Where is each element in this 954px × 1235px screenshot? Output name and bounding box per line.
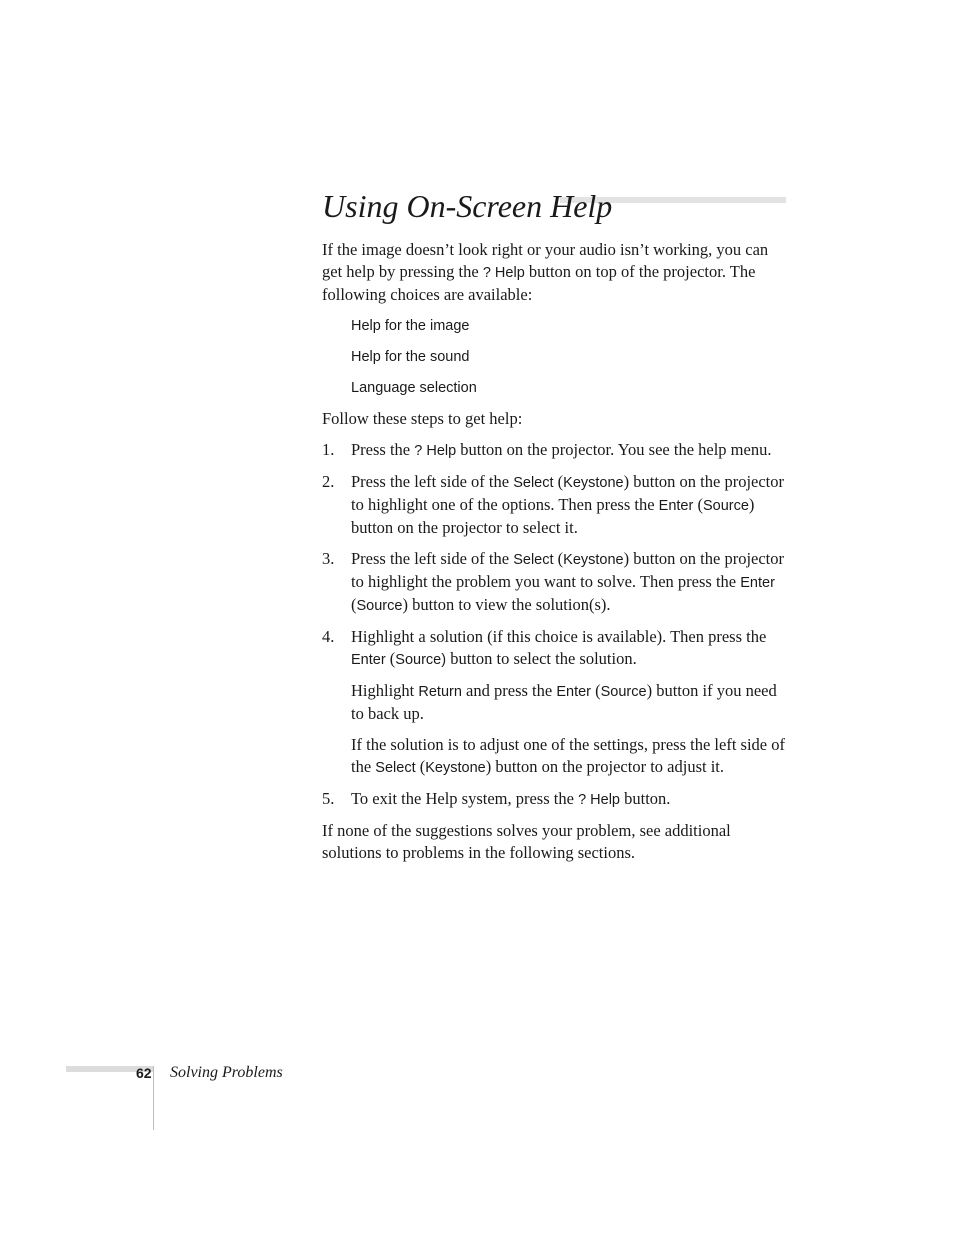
intro-paragraph	[322, 239, 788, 306]
page-title: Using On-Screen Help	[322, 188, 613, 224]
step-text: (	[351, 595, 357, 614]
note-text: (	[415, 757, 426, 776]
key-label: Keystone	[425, 760, 486, 776]
step-text: Highlight a solution (if this choice is available). Then press the	[351, 627, 767, 646]
step-2	[322, 471, 788, 539]
step-text: Press the	[351, 440, 415, 459]
key-label: Select	[375, 760, 416, 776]
step-text: ) button on the projector to select it.	[351, 495, 755, 537]
steps-intro: Follow these steps to get help:	[322, 409, 523, 428]
step-4-note-back	[351, 680, 788, 725]
step-4-note-adjust	[351, 734, 788, 779]
choice-item-sound: Help for the sound	[351, 349, 470, 365]
body-content	[322, 239, 788, 873]
note-text: If the solution is to adjust one of the settings, press the left side of the	[351, 735, 785, 776]
intro-text-2: button on top of the projector. The following choices are available:	[322, 262, 756, 304]
choice-item-image: Help for the image	[351, 318, 470, 334]
key-label: Keystone	[563, 552, 624, 568]
step-text: (	[553, 472, 564, 491]
step-number: 2.	[322, 472, 335, 491]
key-label: Enter	[556, 684, 591, 700]
intro-text-1: If the image doesn’t look right or your audio isn’t working, you can get help by pressing the	[322, 240, 769, 281]
step-text: (	[693, 495, 703, 514]
note-text: Highlight	[351, 681, 419, 700]
step-text: Press the left side of the	[351, 472, 514, 491]
key-label: Select	[513, 552, 554, 568]
key-label: Enter	[658, 498, 694, 514]
step-text: ) button on the projector to highlight the problem you want to solve. Then press the	[351, 549, 785, 591]
note-text: and press the	[461, 681, 557, 700]
step-number: 4.	[322, 627, 335, 646]
step-number: 1.	[322, 440, 335, 459]
help-button-label: ? Help	[482, 265, 525, 281]
key-label: Enter	[351, 652, 386, 668]
note-text: ) button if you need to back up.	[351, 681, 777, 723]
key-label: Source	[702, 498, 749, 514]
page-number: 62	[136, 1065, 152, 1081]
step-3	[322, 548, 788, 617]
step-text: button.	[619, 789, 671, 808]
key-label: ? Help	[414, 443, 457, 459]
key-label: Enter	[740, 575, 775, 591]
section-name: Solving Problems	[170, 1064, 283, 1081]
key-label: ? Help	[578, 792, 620, 808]
key-label: Keystone	[563, 475, 624, 491]
step-text: button to select the solution.	[446, 649, 637, 668]
step-4	[322, 626, 788, 671]
choice-item-language: Language selection	[351, 380, 477, 396]
step-1	[322, 439, 788, 462]
step-text: ) button to view the solution(s).	[402, 595, 611, 614]
key-label: Source	[356, 598, 403, 614]
step-number: 3.	[322, 549, 335, 568]
key-label: Source	[600, 684, 647, 700]
key-label: Source)	[395, 652, 447, 668]
closing-paragraph: If none of the suggestions solves your problem, see additional solutions to problems in the following sections.	[322, 821, 731, 862]
note-text: ) button on the projector to adjust it.	[485, 757, 724, 776]
footer-divider	[153, 1066, 154, 1130]
step-number: 5.	[322, 789, 335, 808]
step-text: ) button on the projector to highlight one of the options. Then press the	[351, 472, 785, 514]
step-text: (	[553, 549, 564, 568]
step-text: To exit the Help system, press the	[351, 789, 579, 808]
key-label: Select	[513, 475, 554, 491]
step-text: button on the projector. You see the help menu.	[456, 440, 772, 459]
note-text: (	[591, 681, 601, 700]
step-5	[322, 788, 788, 811]
step-text: (	[385, 649, 396, 668]
step-text: Press the left side of the	[351, 549, 514, 568]
key-label: Return	[418, 684, 462, 700]
